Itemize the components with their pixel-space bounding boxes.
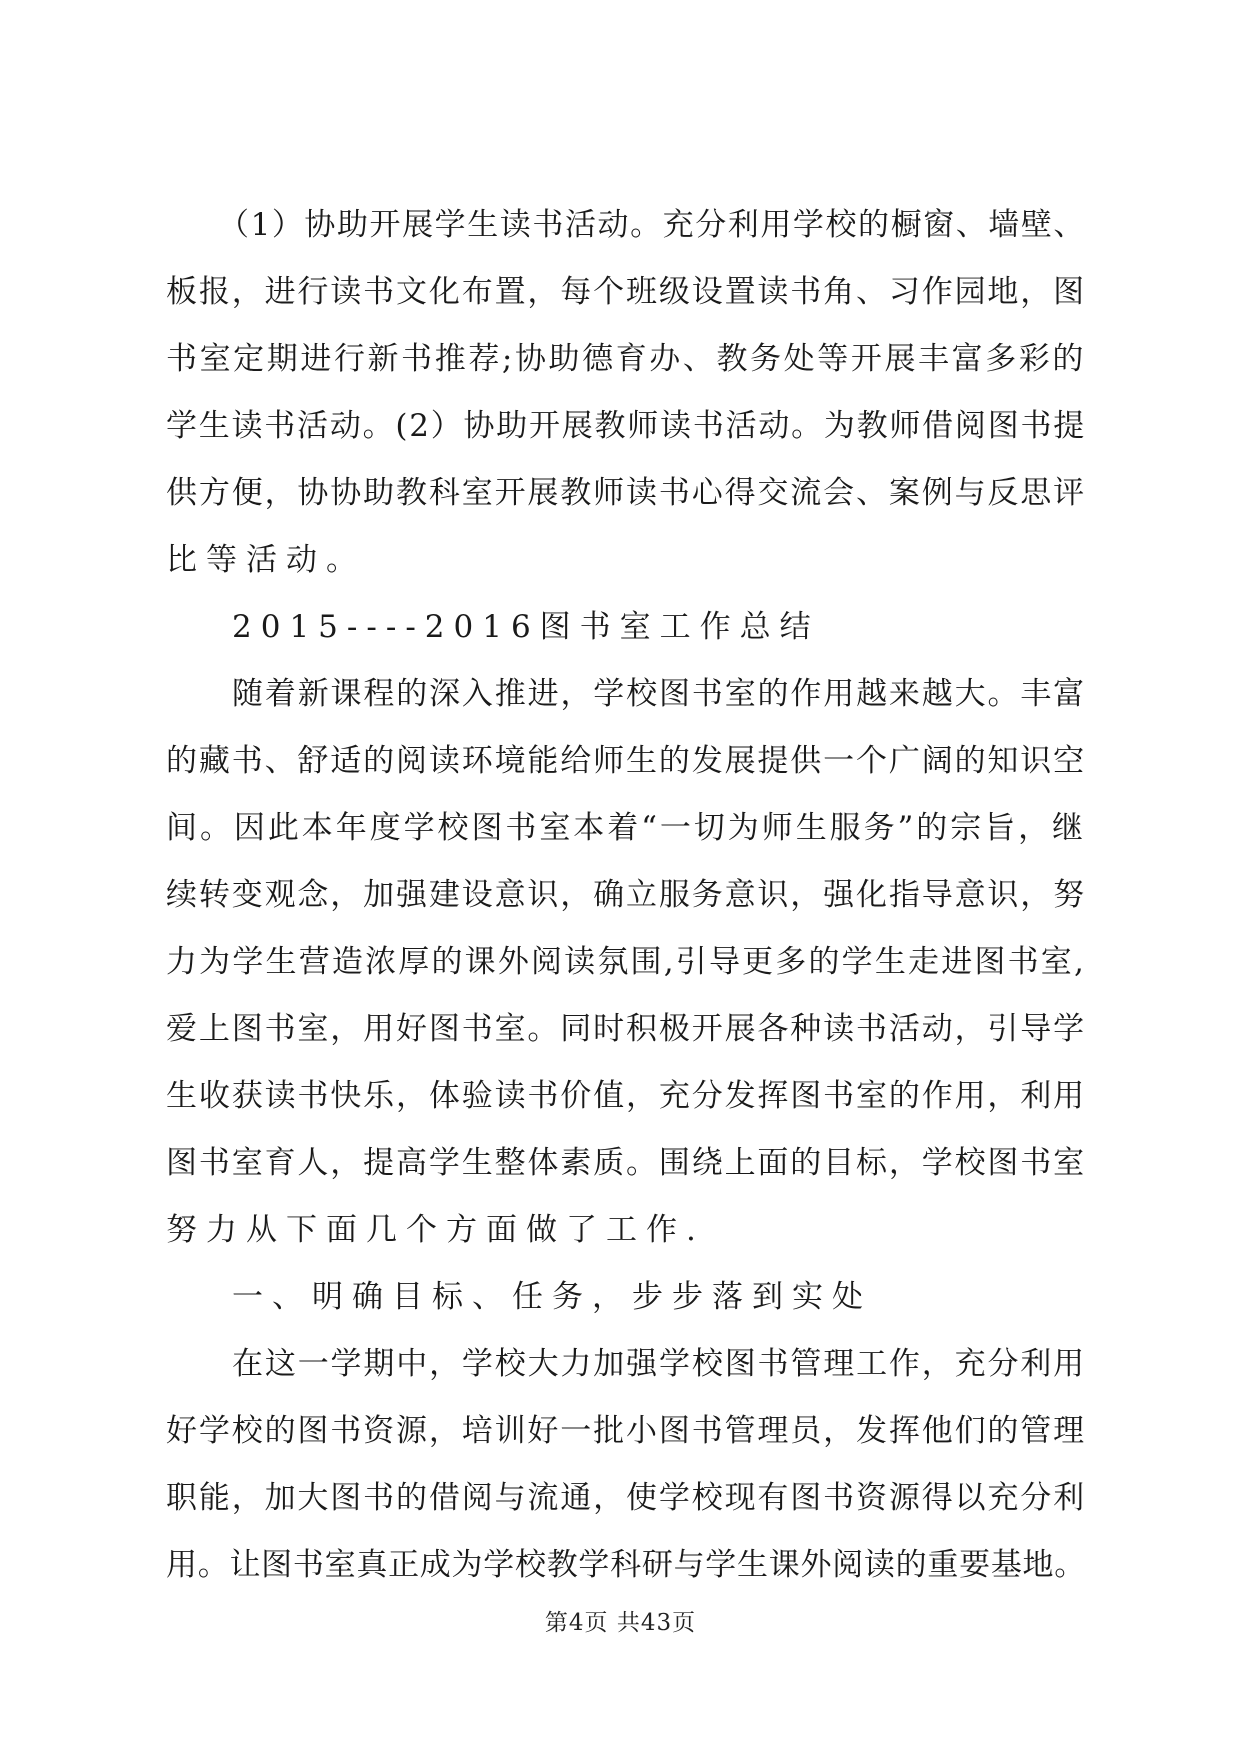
body-line: 图书室育人，提高学生整体素质。围绕上面的目标，学校图书室 [166,1145,1086,1181]
body-line: 供方便，协协助教科室开展教师读书心得交流会、案例与反思评 [166,475,1086,511]
body-line: 书室定期进行新书推荐;协助德育办、教务处等开展丰富多彩的 [166,341,1086,377]
document-body [166,192,1086,1599]
body-line: 续转变观念，加强建设意识，确立服务意识，强化指导意识，努 [166,877,1086,913]
body-line: 力为学生营造浓厚的课外阅读氛围,引导更多的学生走进图书室, [166,944,1086,980]
body-line: 用。让图书室真正成为学校教学科研与学生课外阅读的重要基地。 [166,1547,1086,1583]
body-line: 职能，加大图书的借阅与流通，使学校现有图书资源得以充分利 [166,1480,1086,1516]
body-line: 学生读书活动。(2）协助开展教师读书活动。为教师借阅图书提 [166,408,1086,444]
body-line: 随着新课程的深入推进，学校图书室的作用越来越大。丰富 [232,676,1086,712]
page-number-footer: 第4页 共43页 [544,1610,697,1636]
body-line: 生收获读书快乐，体验读书价值，充分发挥图书室的作用，利用 [166,1078,1086,1114]
body-line: 努力从下面几个方面做了工作. [166,1212,705,1248]
body-line: （1）协助开展学生读书活动。充分利用学校的橱窗、墙壁、 [218,207,1086,243]
body-line: 在这一学期中，学校大力加强学校图书管理工作，充分利用 [232,1346,1086,1382]
section-heading: 一、明确目标、任务，步步落到实处 [232,1279,872,1315]
body-line: 比等活动。 [166,542,366,578]
body-line: 板报，进行读书文化布置，每个班级设置读书角、习作园地，图 [166,274,1086,310]
body-line: 间。因此本年度学校图书室本着“一切为师生服务”的宗旨，继 [166,810,1086,846]
section-title: 2015----2016图书室工作总结 [232,609,820,645]
body-line: 好学校的图书资源，培训好一批小图书管理员，发挥他们的管理 [166,1413,1086,1449]
body-line: 爱上图书室，用好图书室。同时积极开展各种读书活动，引导学 [166,1011,1086,1047]
body-line: 的藏书、舒适的阅读环境能给师生的发展提供一个广阔的知识空 [166,743,1086,779]
